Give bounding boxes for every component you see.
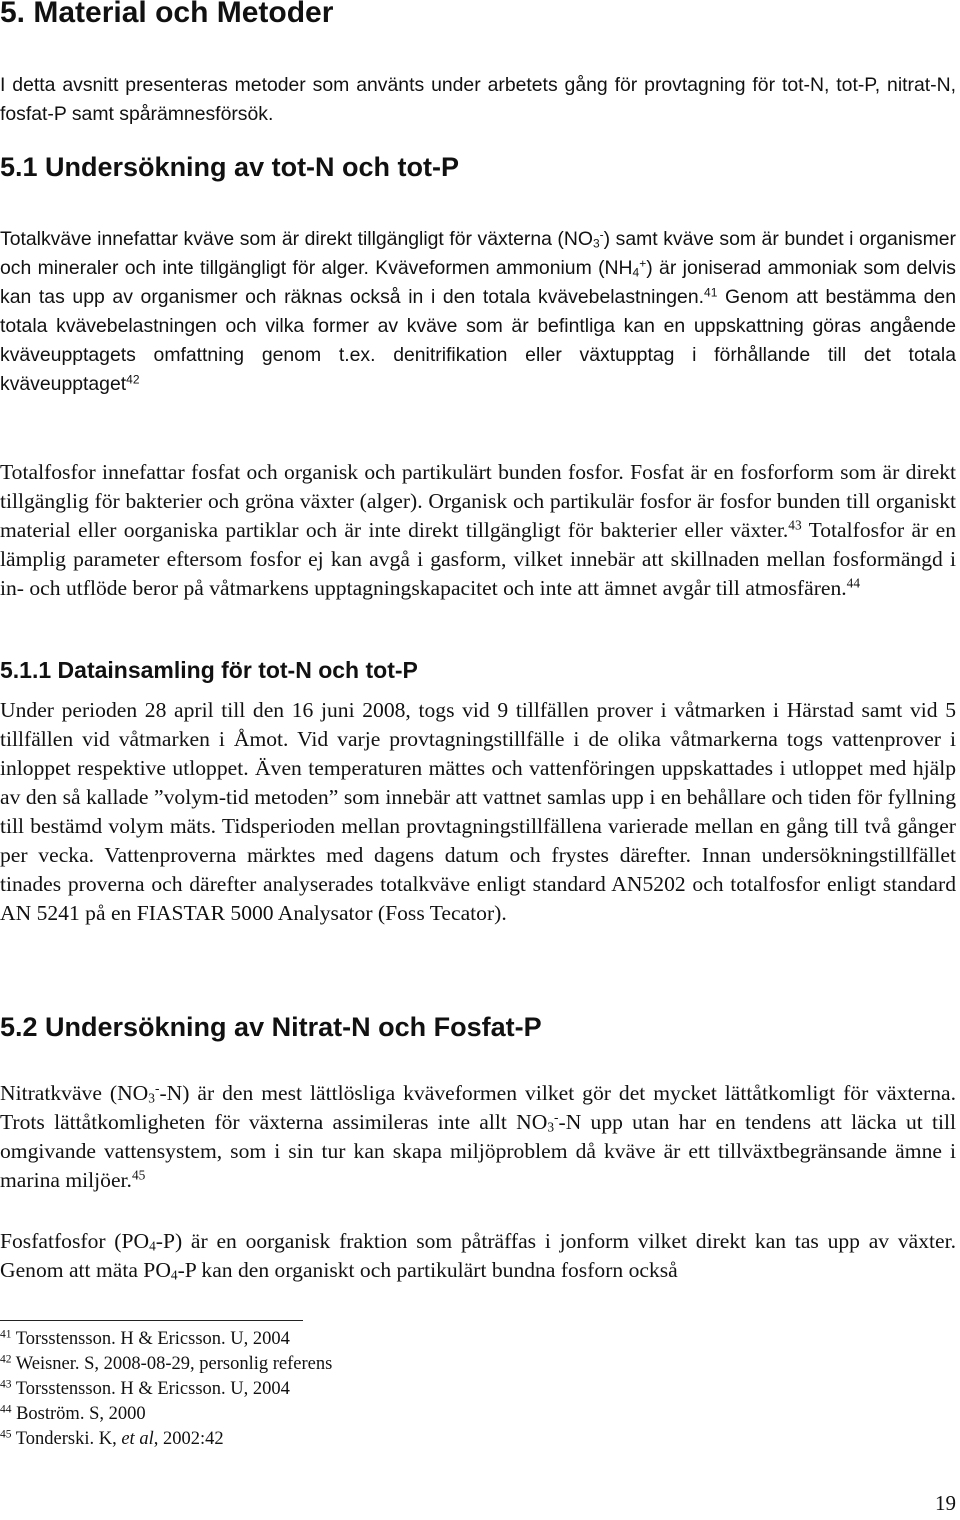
footnote-43: $^{43}$ Torsstensson. H & Ericsson. U, 2004 <box>0 1378 290 1399</box>
paragraph-datainsamling: Under perioden 28 april till den 16 juni 2008, togs vid 9 tillfällen prover i våtmarken i Härstad samt vid 5 tillfällen vid våtmarken i Åmot. Vid varje provtagningstillfälle i de olika våtmarkerna togs vattenprover i inloppet respektive utloppet. Även temperaturen mättes och vattenföringen uppskattades i utloppet med hjälp av den så kallade ”volym-tid metoden” som innebär att vattnet samlas upp i en behållare och tiden för fyllning till bestämd volym mäts. Tidsperioden mellan provtagningstillfällena varierade mellan en gång till två gånger per vecka. Vattenproverna märktes med dagens datum och frystes därefter. Innan undersökningstillfället tinades proverna och därefter analyserades totalkväve enligt standard AN5202 och totalfosfor enligt standard AN 5241 på en FIASTAR 5000 Analysator (Foss Tecator). <box>0 698 956 925</box>
section-heading-5-1: 5.1 Undersökning av tot-N och tot-P <box>0 152 460 182</box>
footnote-44: $^{44}$ Boström. S, 2000 <box>0 1403 146 1424</box>
page-number: 19 <box>935 1491 956 1515</box>
paragraph-nitratkvave: Nitratkväve $(NO_3^--N)$ är den mest lättlösliga kväveformen vilket gör det mycket lättåtkomligt för växterna. Trots lättåtkomligheten för växterna assimileras inte allt $NO_3^--N$ upp utan har en tendens att läcka ut till omgivande vattensystem, som i sin tur kan skapa miljöproblem då kväve är ett tillväxtbegränsande ämne i marina miljöer.$^{45}$ <box>0 1080 956 1192</box>
footnote-45: $^{45}$ Tonderski. K, et al, 2002:42 <box>0 1428 224 1449</box>
footnote-42: $^{42}$ Weisner. S, 2008-08-29, personlig referens <box>0 1353 333 1374</box>
footnote-41: $^{41}$ Torsstensson. H & Ericsson. U, 2004 <box>0 1328 290 1349</box>
footnote-divider <box>0 1320 303 1321</box>
footnote-ref-44: 44 <box>846 575 861 591</box>
paragraph-fosfatfosfor: Fosfatfosfor $(PO_4-P)$ är en oorganisk fraktion som påträffas i jonform vilket direkt kan tas upp av växter. Genom att mäta $PO_4-P$ kan den organiskt och partikulärt bundna fosforn också <box>0 1229 957 1283</box>
paragraph-totalkvave: Totalkväve innefattar kväve som är direkt tillgängligt för växterna $(NO_3^-)$ samt kväve som är bundet i organismer och mineraler och inte tillgängligt för alger. Kväveformen ammonium $(NH_4^+)$ är joniserad ammoniak som delvis kan tas upp av organismer och räknas också in i den totala kvävebelastningen.$^{41}$ Genom att bestämma den totala kvävebelastningen och vilka former av kväve som är befintliga kan en uppskattning göras angående kväveupptagets omfattning genom t.ex. denitrifikation eller växtupptag i förhållande till det totala kväveupptaget$^{42}$ <box>0 227 956 395</box>
footnote-ref-43: 43 <box>788 517 802 533</box>
intro-paragraph: I detta avsnitt presenteras metoder som använts under arbetets gång för provtagning för tot-N, tot-P, nitrat-N, fosfat-P samt spårämnesförsök. <box>0 74 956 125</box>
section-heading-5-2: 5.2 Undersökning av Nitrat-N och Fosfat-P <box>0 1012 542 1042</box>
footnote-ref-45: 45 <box>131 1167 146 1183</box>
section-heading-5-1-1: 5.1.1 Datainsamling för tot-N och tot-P <box>0 657 418 683</box>
footnote-ref-41: 41 <box>704 285 718 300</box>
section-heading-5: 5. Material och Metoder <box>0 0 334 29</box>
footnote-ref-42: 42 <box>126 372 140 387</box>
paragraph-totalfosfor: Totalfosfor innefattar fosfat och organisk och partikulärt bunden fosfor. Fosfat är en fosforform som är direkt tillgänglig för bakterier och gröna växter (alger). Organisk och partikulär fosfor är fosfor bunden till organiskt material eller oorganiska partiklar och är inte direkt tillgängligt för bakterier eller växter.$^{43}$ Totalfosfor är en lämplig parameter eftersom fosfor ej kan avgå i gasform, vilket innebär att skillnaden mellan fosformängd i in- och utflöde beror på våtmarkens upptagningskapacitet och inte att ämnet avgår till atmosfären.$^{44}$ <box>0 460 956 600</box>
